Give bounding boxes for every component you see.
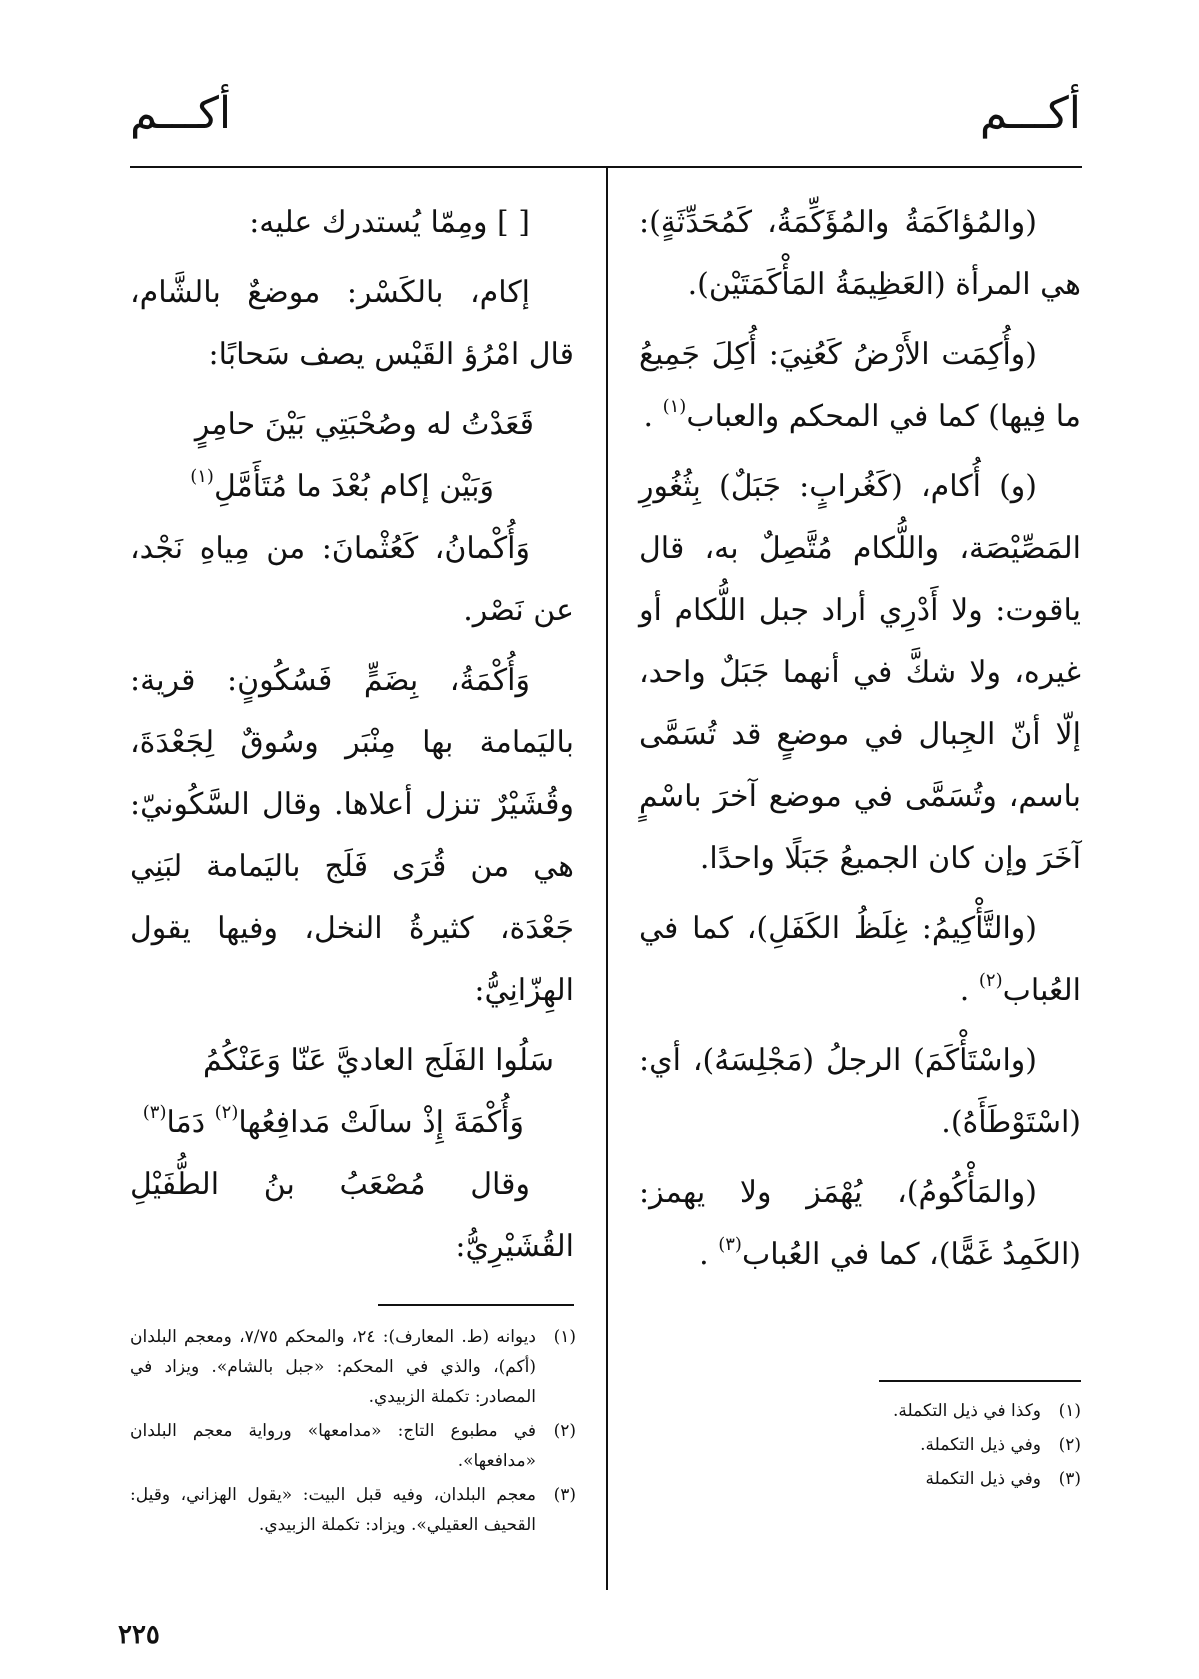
paragraph: وقال مُصْعَبُ بنُ الطُّفَيْلِ القُشَيْرِيُّ: [130, 1167, 574, 1264]
footnote-number: (٣) [553, 1485, 576, 1505]
paragraph: (والمُؤاكَمَةُ والمُؤَكِّمَةُ، كَمُحَدِّثَةٍ): هي المرأة (العَظِيمَةُ المَأْكَمَتَيْن). [639, 205, 1081, 302]
footnote-number: (٣) [1058, 1469, 1081, 1489]
footnote-text: وكذا في ذيل التكملة. [892, 1401, 1041, 1421]
paragraph: (والمَأْكُومُ)، يُهْمَز ولا يهمز: (الكَمِدُ غَمًّا)، كما في العُباب$^{(٣)}$ . [639, 1175, 1081, 1272]
footnote-ref: (١) [190, 466, 214, 487]
paragraph: إكام، بالكَسْر: موضعٌ بالشَّام، قال امْرُؤ القَيْس يصف سَحابًا: [130, 275, 574, 372]
verse-line: وَأُكْمَةَ إِذْ سالَتْ مَدافِعُها$^{(٢)}$ دَمَا$^{(٣)}$ [142, 1102, 524, 1140]
right-column [639, 192, 1081, 1272]
footnote-ref: (٣) [142, 1102, 167, 1123]
footnote-ref: (٢) [214, 1102, 239, 1123]
footnotes-left [130, 1322, 576, 1544]
page-number: ٢٢٥ [118, 1620, 160, 1650]
footnotes-right [641, 1396, 1081, 1498]
left-column [130, 192, 574, 1292]
footnote [130, 1480, 576, 1540]
footnote [641, 1396, 1081, 1426]
paragraph: (والتَّأْكِيمُ: غِلَظُ الكَفَلِ)، كما في العُباب$^{(٢)}$ . [639, 911, 1081, 1008]
paragraph: وَأُكْمَةُ، بِضَمٍّ فَسُكُونٍ: قرية: باليَمامة بها مِنْبَر وسُوقٌ لِجَعْدَةَ، وقُشَيْرٌ تنزل أعلاها. وقال السَّكُونيّ: هي من قُرَى فَلَج باليَمامة لبَنِي جَعْدَة، كثيرةُ النخل، وفيها يقول الهِزّانِيُّ: [130, 663, 574, 1008]
verse-line: سَلُوا الفَلَج العاديَّ عَنّا وَعَنْكُمُ [203, 1043, 554, 1078]
footnote-rule-left [378, 1304, 574, 1306]
footnote-text: وفي ذيل التكملة. [920, 1435, 1041, 1455]
footnote-number: (١) [553, 1327, 576, 1347]
footnote-number: (٢) [1058, 1435, 1081, 1455]
verse-line: قَعَدْتُ له وصُحْبَتِي بَيْنَ حامِرٍ [194, 407, 534, 442]
column-divider [606, 168, 608, 1590]
footnote [641, 1430, 1081, 1460]
footnote [641, 1464, 1081, 1494]
paragraph: (وأُكِمَت الأَرْضُ كَعُنِيَ: أُكِلَ جَمِيعُ ما فِيها) كما في المحكم والعباب$^{(١)}$ . [639, 337, 1081, 434]
paragraph: (واسْتَأْكَمَ) الرجلُ (مَجْلِسَهُ)، أي: (اسْتَوْطَأَهُ). [639, 1043, 1081, 1140]
footnote-text: في مطبوع التاج: «مدامعها» ورواية معجم البلدان «مدافعها». [130, 1421, 536, 1471]
header-word-left: أكـــم [130, 88, 232, 139]
paragraph: (و) أُكام، (كَغُرابٍ: جَبَلٌ) بِثُغُورِ المَصِّيْصَة، واللُّكام مُتَّصِلٌ به، قال ياقوت: ولا أَدْرِي أراد جبل اللُّكام أو غيره، ولا شكَّ في أنهما جَبَلٌ واحد، إلّا أنّ الجِبال في موضعٍ قد تُسَمَّى باسم، وتُسَمَّى في موضع آخرَ باسْمٍ آخَرَ وإن كان الجميعُ جَبَلًا واحدًا. [639, 469, 1081, 876]
footnote-rule-right [879, 1380, 1081, 1382]
footnote-ref: (٣) [718, 1234, 742, 1255]
footnote-ref: (٢) [978, 970, 1003, 991]
footnote-text: وفي ذيل التكملة [925, 1469, 1041, 1489]
footnote [130, 1416, 576, 1476]
footnote-text: ديوانه (ط. المعارف): ٢٤، والمحكم ٧/٧٥، ومعجم البلدان (أكم)، والذي في المحكم: «جبل بالشام». ويزاد في المصادر: تكملة الزبيدي. [130, 1327, 536, 1407]
paragraph: [ ] ومِمّا يُستدرك عليه: [249, 205, 530, 240]
footnote-text: معجم البلدان، وفيه قبل البيت: «يقول الهزاني، وقيل: القحيف العقيلي». ويزاد: تكملة الزبيدي. [130, 1485, 536, 1535]
verse-line: وَبَيْن إكام بُعْدَ ما مُتَأَمَّلِ$^{(١)}$ [190, 466, 494, 504]
footnote-number: (١) [1058, 1401, 1081, 1421]
footnote [130, 1322, 576, 1412]
footnote-number: (٢) [553, 1421, 576, 1441]
header-word-right: أكـــم [979, 88, 1081, 139]
footnote-ref: (١) [662, 396, 687, 417]
paragraph: وَأُكْمانُ، كَعُثْمانَ: من مِياهِ نَجْد، عن نَصْر. [130, 531, 574, 628]
